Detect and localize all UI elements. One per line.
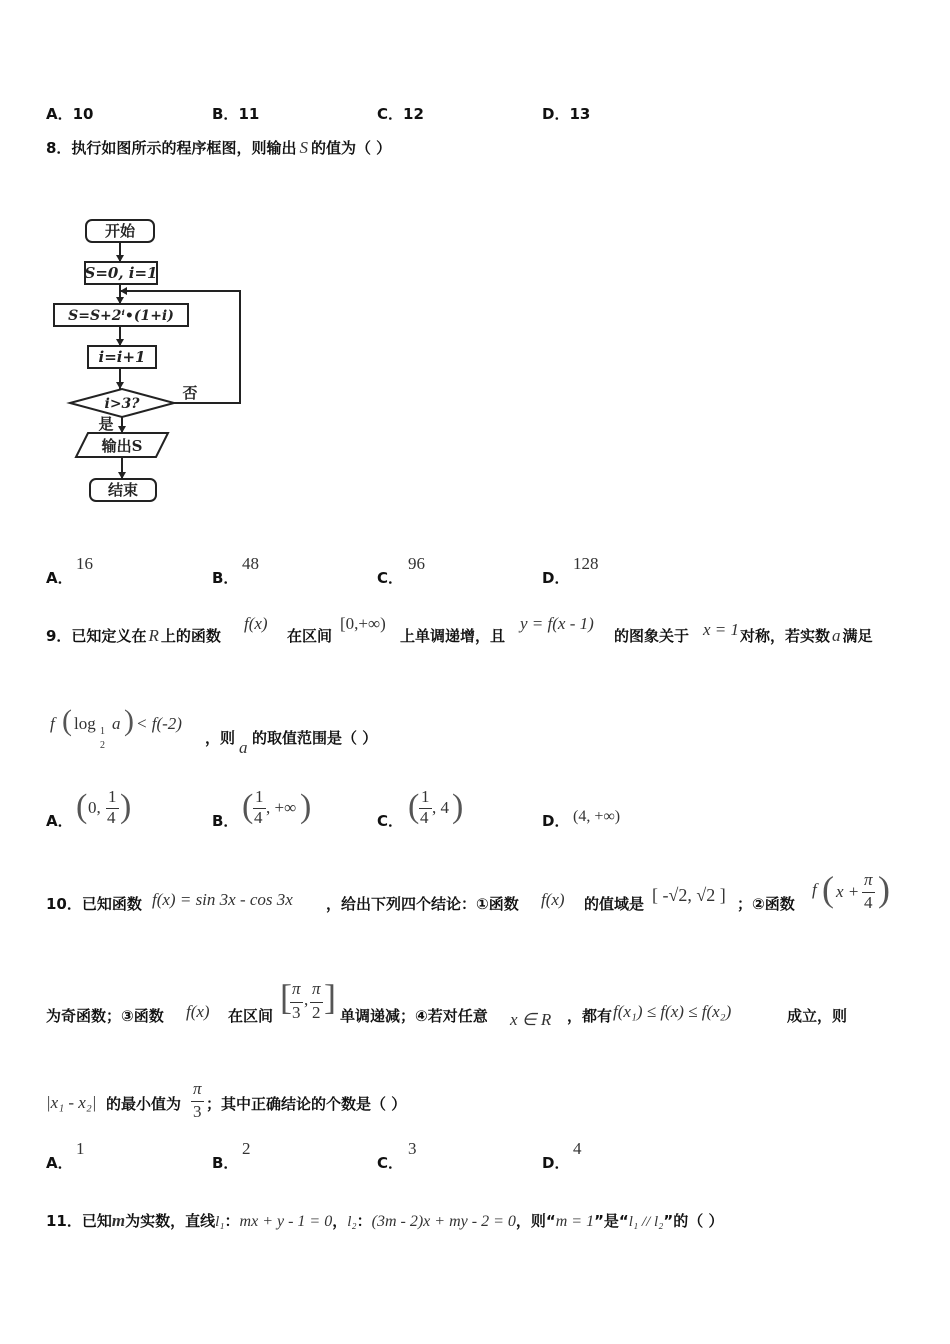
q10-option-a-label: A． <box>46 1154 73 1172</box>
q9-text-interval: 在区间 <box>287 627 333 645</box>
q10-text-interval: 在区间 <box>228 1007 274 1025</box>
q9-interval: [0,+∞) <box>340 614 386 633</box>
q8-option-a-value: 16 <box>76 554 93 573</box>
q7-option-c: C．12 <box>377 105 424 123</box>
q9-text-sym: 对称，若实数 a 满足 <box>740 626 873 645</box>
flow-init-text: S=0, i=1 <box>84 264 158 282</box>
flow-update-text: S=S+2ⁱ•(1+i) <box>68 308 174 324</box>
q7-option-d: D．13 <box>542 105 591 123</box>
q10-text-min: 的最小值为 <box>106 1095 182 1113</box>
q9-option-d: (4, +∞) <box>573 808 621 825</box>
q9-option-b-label: B． <box>212 812 239 830</box>
q10-text-have: ，都有 <box>567 1007 613 1025</box>
q9-option-a: ( 0, 1 4 ) <box>76 787 132 827</box>
q10-option-a-value: 1 <box>76 1139 85 1158</box>
flow-start-text: 开始 <box>104 222 136 240</box>
q8-option-b-value: 48 <box>242 554 259 573</box>
q10-option-d-value: 4 <box>573 1139 582 1158</box>
q9-var-a: a <box>239 738 248 757</box>
q7-option-b: B．11 <box>212 105 260 123</box>
q9-inequality: f ( log 1 2 a ) < f(-2) <box>50 704 182 751</box>
q7-option-a: A．10 <box>46 105 94 123</box>
q9-x-eq-1: x = 1 <box>703 620 740 639</box>
q8-option-c-value: 96 <box>408 554 425 573</box>
q10-inequality: f(x₁) ≤ f(x) ≤ f(x₂) <box>613 1002 732 1021</box>
q11-stem: 11．已知m为实数，直线l₁：mx + y - 1 = 0，l₂：(3m - 2)x + my - 2 = 0，则“m = 1”是“l₁ // l₂”的（ ） <box>46 1211 724 1230</box>
q9-option-c-label: C． <box>377 812 404 830</box>
q9-text-then: ，则 <box>205 729 236 747</box>
flow-yes-label: 是 <box>98 415 114 433</box>
q8-option-b-label: B． <box>212 569 239 587</box>
q10-x-in-r: x ∈ R <box>510 1010 552 1029</box>
q10-text-odd: 为奇函数；③函数 <box>46 1007 164 1025</box>
q10-option-b-value: 2 <box>242 1139 251 1158</box>
q10-stem-intro: 10．已知函数 <box>46 895 142 913</box>
q10-fx-1: f(x) <box>541 890 565 909</box>
flow-end-text: 结束 <box>107 481 139 499</box>
q8-option-d-value: 128 <box>573 554 599 573</box>
q9-option-b: ( 1 4 , +∞ ) <box>242 787 312 827</box>
q9-option-c: ( 1 4 , 4 ) <box>408 787 464 827</box>
q8-option-c-label: C． <box>377 569 404 587</box>
q10-text-conclusions: ，给出下列四个结论：①函数 <box>326 895 519 913</box>
flow-output-text: 输出S <box>101 437 143 455</box>
q9-option-a-label: A． <box>46 812 73 830</box>
q9-text-range: 的取值范围是（ ） <box>252 729 378 747</box>
q10-range: [ -√2, √2 ] <box>652 885 726 905</box>
q8-flowchart <box>40 205 260 515</box>
q10-function: f(x) = sin 3x - cos 3x <box>152 890 293 909</box>
q10-fx-2: f(x) <box>186 1002 210 1021</box>
flow-cond-text: i>3? <box>104 396 140 412</box>
q8-stem: 8．执行如图所示的程序框图，则输出 S 的值为（ ） <box>46 138 392 157</box>
q9-y-eq: y = f(x - 1) <box>520 614 594 633</box>
q8-option-d-label: D． <box>542 569 570 587</box>
q10-pi-over-3: π 3 <box>190 1079 210 1123</box>
q8-option-a-label: A． <box>46 569 73 587</box>
q10-option-d-label: D． <box>542 1154 570 1172</box>
q9-text-mono: 上单调递增，且 <box>400 627 506 645</box>
q9-text-graph: 的图象关于 <box>614 627 690 645</box>
q10-abs-diff: |x₁ - x₂| <box>46 1093 97 1112</box>
flow-no-label: 否 <box>182 384 198 402</box>
q10-option-c-label: C． <box>377 1154 404 1172</box>
q10-option-b-label: B． <box>212 1154 239 1172</box>
flow-inc-text: i=i+1 <box>98 348 146 366</box>
q10-option-c-value: 3 <box>408 1139 417 1158</box>
q10-shifted-func: f ( x + π 4 ) <box>812 869 890 912</box>
q10-text-holds: 成立，则 <box>787 1007 848 1025</box>
q10-text-func2: ；②函数 <box>737 895 795 913</box>
q9-option-d-label: D． <box>542 812 570 830</box>
q10-text-count: ；其中正确结论的个数是（ ） <box>206 1095 407 1113</box>
q9-stem-line1: 9．已知定义在 R 上的函数 <box>46 626 221 645</box>
q10-interval: [ π 3 , π 2 ] <box>280 977 336 1022</box>
q9-fx: f(x) <box>244 614 268 633</box>
q10-text-decreasing: 单调递减；④若对任意 <box>340 1007 488 1025</box>
q10-text-range: 的值域是 <box>584 895 645 913</box>
